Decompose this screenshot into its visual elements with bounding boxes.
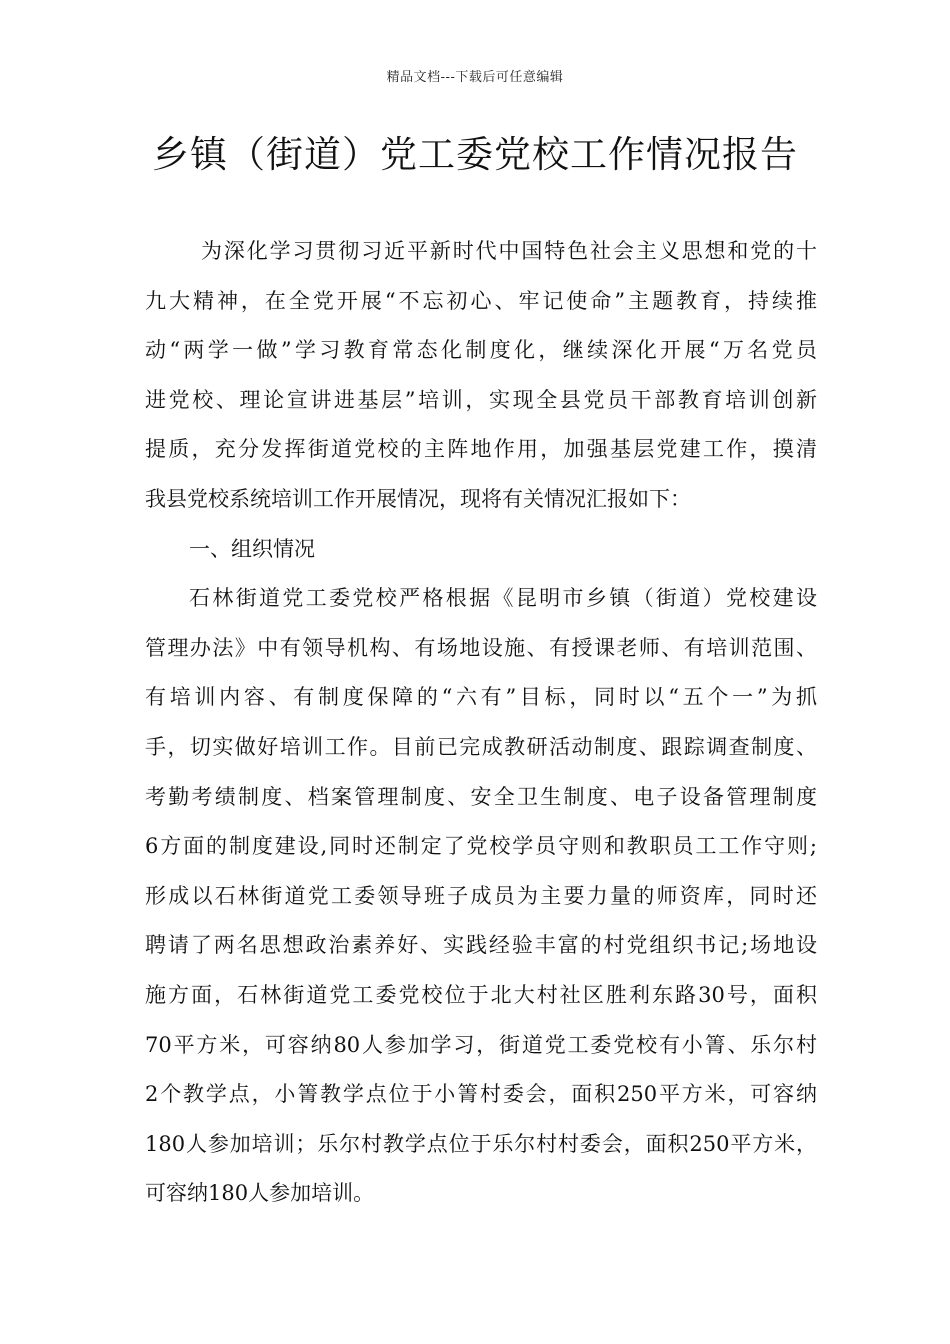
paragraph-line: 2个教学点，小箐教学点位于小箐村委会，面积250平方米，可容纳 [145,1082,817,1107]
section-heading: 一、组织情况 [189,536,315,561]
paragraph-line: 动“两学一做”学习教育常态化制度化，继续深化开展“万名党员 [145,338,817,363]
header-note: 精品文档---下载后可任意编辑 [386,70,564,85]
paragraph-line: 管理办法》中有领导机构、有场地设施、有授课老师、有培训范围、 [145,635,817,660]
paragraph-line: 施方面，石林街道党工委党校位于北大村社区胜利东路30号，面积 [145,982,817,1007]
paragraph-line: 提质，充分发挥街道党校的主阵地作用，加强基层党建工作，摸清 [145,437,817,462]
paragraph-line: 我县党校系统培训工作开展情况，现将有关情况汇报如下： [145,486,691,511]
paragraph-line: 进党校、理论宣讲进基层”培训，实现全县党员干部教育培训创新 [145,387,817,412]
paragraph-line: 手，切实做好培训工作。目前已完成教研活动制度、跟踪调查制度、 [145,734,817,759]
paragraph-line: 聘请了两名思想政治素养好、实践经验丰富的村党组织书记;场地设 [145,933,817,958]
body-text [145,233,817,1225]
paragraph-line: 可容纳180人参加培训。 [145,1181,375,1206]
paragraph-line: 九大精神，在全党开展“不忘初心、牢记使命”主题教育，持续推 [145,288,817,313]
paragraph-line: 有培训内容、有制度保障的“六有”目标，同时以“五个一”为抓 [145,685,817,710]
paragraph-line: 180人参加培训；乐尔村教学点位于乐尔村村委会，面积250平方米， [145,1131,817,1156]
paragraph-line: 考勤考绩制度、档案管理制度、安全卫生制度、电子设备管理制度 [145,784,817,809]
paragraph-line: 70平方米，可容纳80人参加学习，街道党工委党校有小箐、乐尔村 [145,1032,817,1057]
paragraph-line: 形成以石林街道党工委领导班子成员为主要力量的师资库，同时还 [145,883,817,908]
paragraph-line: 石林街道党工委党校严格根据《昆明市乡镇（街道）党校建设 [189,586,817,611]
paragraph-line: 为深化学习贯彻习近平新时代中国特色社会主义思想和党的十 [201,239,817,263]
paragraph-line: 6方面的制度建设,同时还制定了党校学员守则和教职员工工作守则; [145,834,817,859]
document-title: 乡镇（街道）党工委党校工作情况报告 [152,133,798,176]
